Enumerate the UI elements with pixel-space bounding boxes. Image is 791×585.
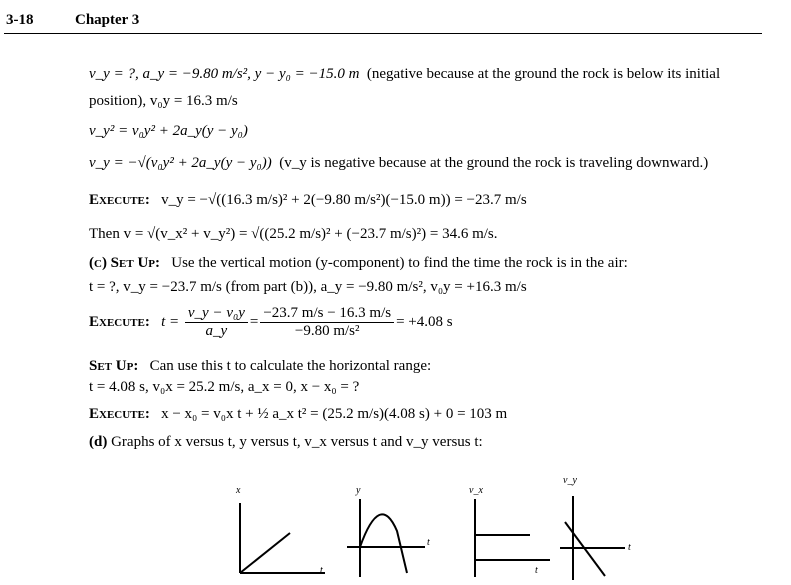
line-4-note: (v_y is negative because at the ground the rock is traveling downward.): [279, 155, 709, 171]
graph-vx-vs-t: [455, 485, 555, 585]
fraction-numeric-numerator: −23.7 m/s − 16.3 m/s: [260, 305, 394, 323]
part-d-label: (d): [89, 434, 108, 450]
graph-vy-vs-t-plot: [555, 480, 655, 580]
line-12-equation: x − x₀ = v₀x t + ½ a_x t² = (25.2 m/s)(4.08 s) + 0 = 103 m: [161, 406, 508, 422]
line-13-text: Graphs of x versus t, y versus t, v_x versus t and v_y versus t:: [111, 434, 483, 450]
chapter-title: Chapter 3: [75, 12, 140, 28]
fraction-numeric: [260, 305, 394, 340]
page-number: 3-18: [6, 12, 34, 28]
line-13: [89, 433, 483, 451]
line-5-equation: v_y = −√((16.3 m/s)² + 2(−9.80 m/s²)(−15.0 m)) = −23.7 m/s: [161, 192, 527, 208]
graph-vx-vs-t-t-label: t: [535, 565, 538, 576]
graph-x-vs-t-plot: [230, 485, 330, 580]
line-4-equation: v_y = −√(v₀y² + 2a_y(y − y₀)): [89, 155, 272, 171]
graph-vy-vs-t-y-label: v_y: [563, 475, 577, 486]
part-c-setup-label: (c) Set Up:: [89, 255, 160, 271]
graph-x-vs-t-y-label: x: [236, 485, 241, 496]
line-4: [89, 154, 708, 172]
line-7-text: Use the vertical motion (y-component) to find the time the rock is in the air:: [171, 255, 628, 271]
execute-label: Execute:: [89, 406, 150, 422]
header-rule: [4, 33, 762, 34]
graph-y-vs-t-plot: [345, 485, 445, 580]
graph-vx-vs-t-y-label: v_x: [469, 485, 483, 496]
line-11-values: t = 4.08 s, v₀x = 25.2 m/s, a_x = 0, x − x₀ = ?: [89, 379, 360, 395]
line-1-vars: v_y = ?, a_y = −9.80 m/s², y − y₀ = −15.0 m: [89, 66, 360, 82]
graph-vy-vs-t-t-label: t: [628, 542, 631, 553]
line-6-equation: Then v = √(v_x² + v_y²) = √((25.2 m/s)² + (−23.7 m/s)²) = 34.6 m/s.: [89, 226, 498, 242]
fraction-symbolic-denominator: a_y: [205, 323, 228, 339]
line-1: [89, 65, 720, 83]
line-9-t: t =: [161, 313, 180, 330]
fraction-symbolic: [185, 305, 248, 340]
line-8-values: t = ?, v_y = −23.7 m/s (from part (b)), a_y = −9.80 m/s², v₀y = +16.3 m/s: [89, 279, 527, 295]
graph-y-vs-t-y-label: y: [356, 485, 361, 496]
fraction-symbolic-numerator: v_y − v₀y: [185, 305, 248, 323]
graph-vy-vs-t: [555, 475, 655, 585]
execute-label: Execute:: [89, 192, 150, 208]
fraction-numeric-denominator: −9.80 m/s²: [294, 323, 360, 339]
line-10-text: Can use this t to calculate the horizontal range:: [149, 358, 432, 374]
graph-x-vs-t: [230, 485, 330, 585]
line-7: [89, 254, 628, 272]
graph-x-vs-t-t-label: t: [320, 565, 323, 576]
execute-label: Execute:: [89, 313, 150, 330]
line-2: position), v₀y = 16.3 m/s: [89, 93, 238, 109]
line-12: [89, 405, 507, 423]
line-3-equation: v_y² = v₀y² + 2a_y(y − y₀): [89, 123, 248, 139]
graph-x-vs-t-curve: [240, 533, 290, 573]
graph-y-vs-t: [345, 485, 445, 585]
graph-y-vs-t-curve: [360, 514, 407, 573]
page-header: [0, 0, 791, 36]
setup-label: Set Up:: [89, 358, 139, 374]
line-5: [89, 191, 527, 209]
line-9: Execute: t = $\frac{\text{v\_y − v₀y}}{a\_y}$ = $\frac{-23.7 m/s - 16.3 m/s}{\text{−9.80 m/s²}}$ = +4.08 s: [89, 305, 453, 339]
line-9-result: = +4.08 s: [396, 313, 453, 330]
line-10: [89, 357, 431, 375]
graph-y-vs-t-t-label: t: [427, 537, 430, 548]
graph-vx-vs-t-plot: [455, 485, 555, 580]
line-1-note: (negative because at the ground the rock is below its initial: [366, 66, 721, 82]
